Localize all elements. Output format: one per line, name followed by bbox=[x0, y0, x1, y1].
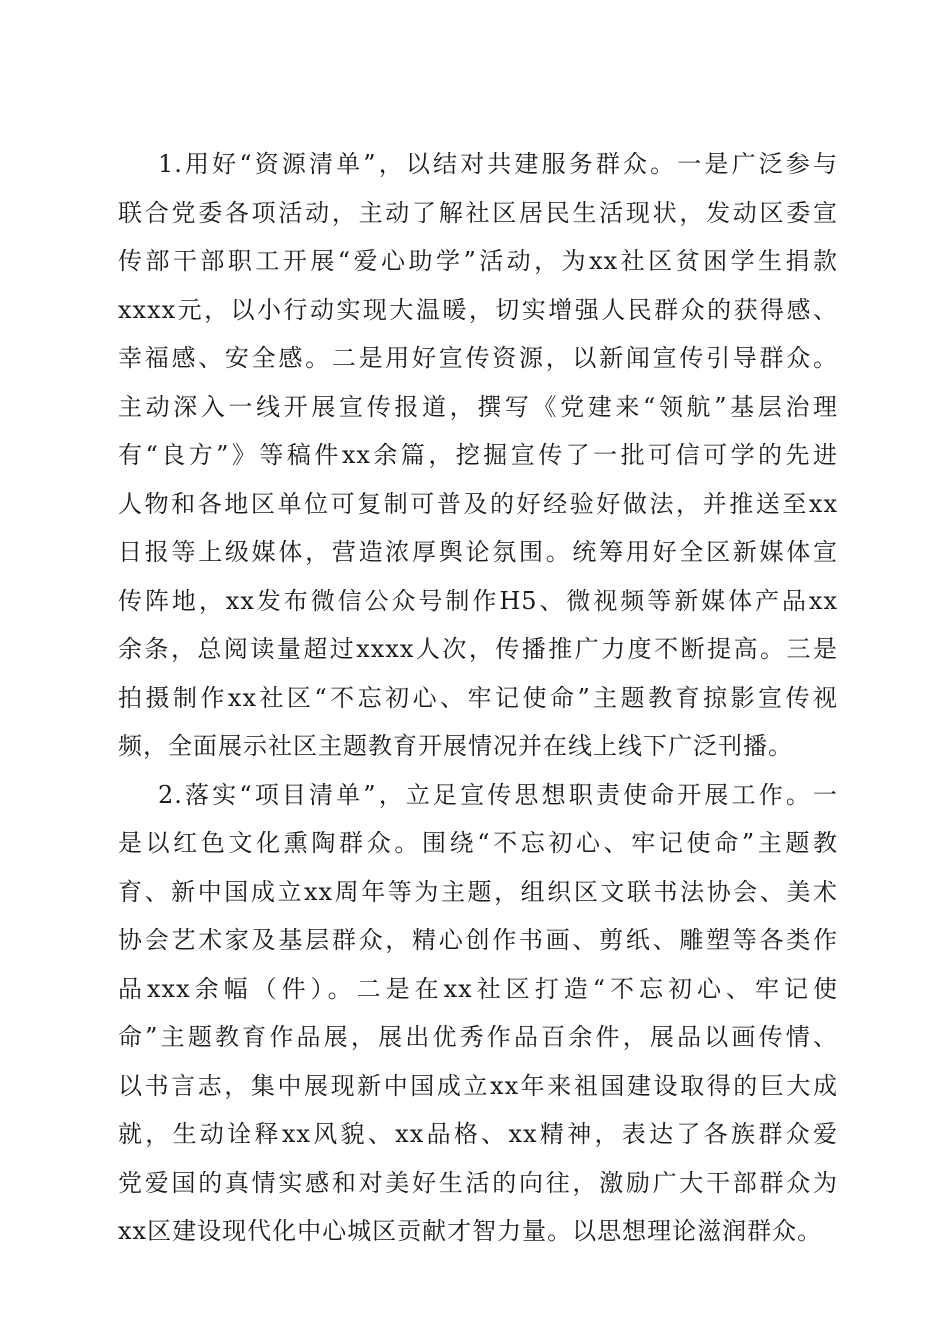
text-line: 是以红色文化熏陶群众。围绕“不忘初心、牢记使命”主题教 bbox=[118, 829, 838, 857]
text-line: 品xxx余幅（件）。二是在xx社区打造“不忘初心、牢记使 bbox=[118, 974, 838, 1003]
text-line: 拍摄制作xx社区“不忘初心、牢记使命”主题教育掠影宣传视 bbox=[118, 683, 838, 712]
text-line: xx区建设现代化中心城区贡献才智力量。以思想理论滋润群众。 bbox=[118, 1217, 823, 1245]
text-line: 育、新中国成立xx周年等为主题，组织区文联书法协会、美术 bbox=[118, 877, 838, 906]
text-line: 党爱国的真情实感和对美好生活的向往，激励广大干部群众为 bbox=[118, 1168, 838, 1197]
text-line: 有“良方”》等稿件xx余篇，挖掘宣传了一批可信可学的先进 bbox=[118, 441, 838, 469]
text-line: 幸福感、安全感。二是用好宣传资源，以新闻宣传引导群众。 bbox=[118, 344, 838, 372]
text-line: 以书言志，集中展现新中国成立xx年来祖国建设取得的巨大成 bbox=[118, 1071, 838, 1100]
text-line: 人物和各地区单位可复制可普及的好经验好做法，并推送至xx bbox=[118, 489, 838, 518]
text-line: 就，生动诠释xx风貌、xx品格、xx精神，表达了各族群众爱 bbox=[118, 1120, 838, 1148]
text-line: xxxx元，以小行动实现大温暖，切实增强人民群众的获得感、 bbox=[118, 295, 838, 324]
text-line: 联合党委各项活动，主动了解社区居民生活现状，发动区委宣 bbox=[118, 198, 838, 227]
text-line: 主动深入一线开展宣传报道，撰写《党建来“领航”基层治理 bbox=[118, 392, 838, 421]
document-body bbox=[118, 140, 838, 1256]
text-line: 传阵地，xx发布微信公众号制作H5、微视频等新媒体产品xx bbox=[118, 586, 838, 615]
text-line: 传部干部职工开展“爱心助学”活动，为xx社区贫困学生捐款 bbox=[118, 247, 838, 275]
text-line: 余条，总阅读量超过xxxx人次，传播推广力度不断提高。三是 bbox=[118, 635, 838, 663]
paragraph-1 bbox=[118, 140, 838, 771]
text-line: 日报等上级媒体，营造浓厚舆论氛围。统筹用好全区新媒体宣 bbox=[118, 538, 838, 566]
text-line: 协会艺术家及基层群众，精心创作书画、剪纸、雕塑等各类作 bbox=[118, 926, 838, 954]
text-line: 频，全面展示社区主题教育开展情况并在线上线下广泛刊播。 bbox=[118, 732, 793, 760]
text-line: 命”主题教育作品展，展出优秀作品百余件，展品以画传情、 bbox=[118, 1023, 838, 1051]
text-line: 2.落实“项目清单”，立足宣传思想职责使命开展工作。一 bbox=[158, 780, 838, 809]
text-line: 1.用好“资源清单”，以结对共建服务群众。一是广泛参与 bbox=[158, 150, 838, 178]
paragraph-2 bbox=[118, 771, 838, 1256]
